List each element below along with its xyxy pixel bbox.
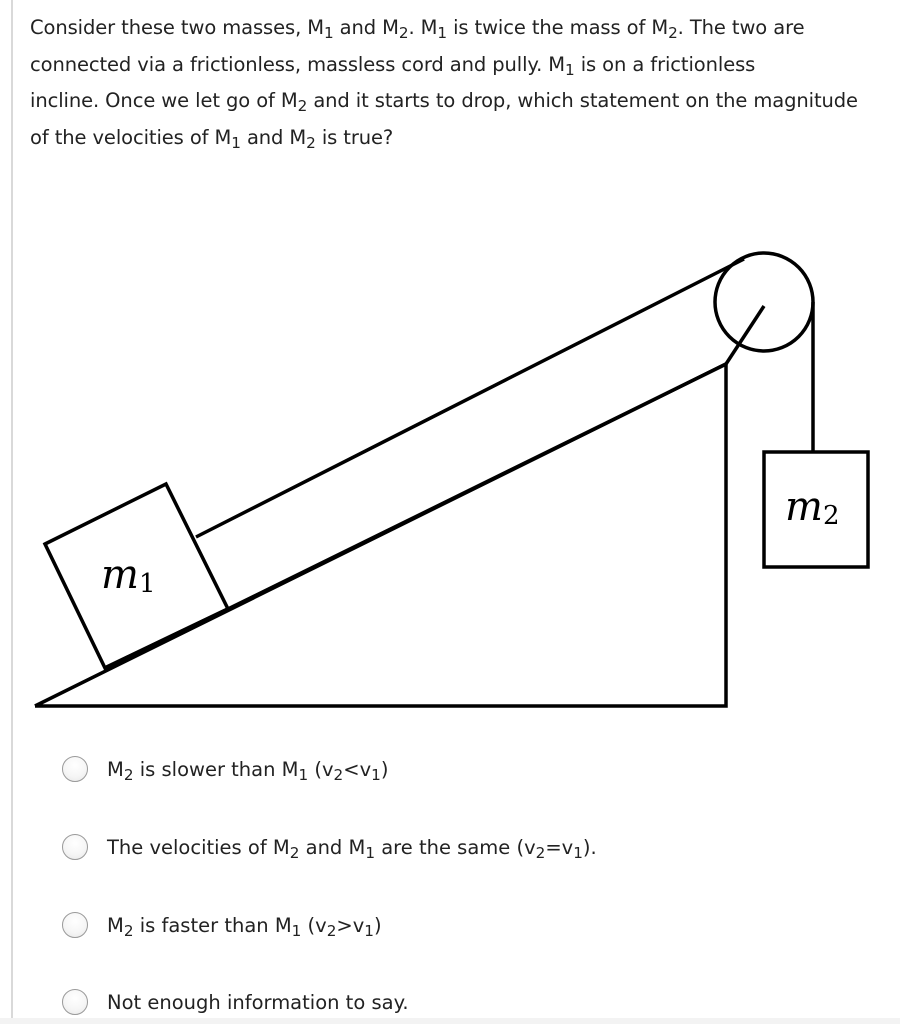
option-d-text: Not enough information to say.: [107, 990, 409, 1014]
radio-option-a[interactable]: [62, 756, 88, 782]
option-b-subscript: 2: [535, 843, 546, 862]
question-text: incline. Once we let go of M: [30, 89, 298, 112]
mass-m2-label: m2: [785, 484, 840, 531]
option-a[interactable]: [62, 753, 388, 785]
question-line: [30, 47, 890, 84]
option-d[interactable]: [62, 986, 409, 1018]
option-c-text: >v: [336, 913, 365, 937]
option-a-text: <v: [343, 757, 372, 781]
question-text: is twice the mass of M: [446, 16, 669, 39]
question-line: [30, 10, 890, 47]
option-b-subscript: 1: [365, 843, 376, 862]
option-b-subscript: 1: [573, 843, 583, 862]
option-c-subscript: 1: [364, 921, 374, 940]
question-text: is on a frictionless: [574, 52, 756, 76]
question-subscript: 2: [398, 23, 409, 42]
cord-to-pulley: [196, 259, 744, 537]
question-subscript: 2: [297, 96, 308, 115]
option-a-text: M: [107, 757, 124, 781]
question-text: and M: [333, 16, 399, 39]
option-c-text: (v: [301, 913, 327, 937]
question-text: [30, 10, 890, 156]
option-a-subscript: 2: [333, 765, 344, 784]
question-text: is true?: [315, 125, 394, 149]
option-c-subscript: 2: [123, 921, 134, 940]
question-subscript: 1: [324, 23, 334, 42]
page-bottom-edge: [0, 1018, 900, 1024]
incline-pulley-diagram: [0, 240, 900, 720]
incline-surface-line: [228, 364, 726, 609]
option-c-text: M: [107, 913, 124, 937]
question-line: [30, 83, 890, 120]
option-c-subscript: 1: [291, 921, 302, 940]
mass-m1-label: m1: [101, 552, 156, 599]
question-subscript: 1: [231, 133, 241, 152]
option-b-text: The velocities of M: [107, 835, 290, 859]
question-text: and it starts to drop, which statement on the magnitude: [307, 89, 858, 112]
question-text: of the velocities of M: [30, 125, 232, 149]
radio-option-c[interactable]: [62, 912, 88, 938]
option-c[interactable]: [62, 909, 382, 941]
option-b-subscript: 2: [289, 843, 300, 862]
option-c-label: [107, 913, 382, 940]
option-a-subscript: 1: [298, 765, 309, 784]
question-text: connected via a frictionless, massless cord and pully. M: [30, 52, 566, 76]
pulley-wheel: [715, 253, 813, 351]
question-text: . The two are: [677, 16, 805, 39]
option-c-subscript: 2: [326, 921, 337, 940]
question-line: [30, 120, 890, 157]
option-c-text: ): [373, 913, 382, 937]
option-a-text: (v: [308, 757, 334, 781]
pulley-support: [726, 306, 764, 364]
option-b-text: are the same (v: [375, 835, 536, 859]
option-d-label: [107, 991, 409, 1014]
option-b-label: [107, 835, 597, 862]
option-a-label: [107, 757, 389, 784]
option-b[interactable]: [62, 831, 597, 863]
question-text: and M: [240, 125, 307, 149]
question-subscript: 2: [668, 23, 678, 42]
option-c-text: is faster than M: [133, 913, 292, 937]
option-a-text: ): [380, 757, 389, 781]
option-a-text: is slower than M: [133, 757, 299, 781]
question-subscript: 1: [565, 60, 575, 79]
option-a-subscript: 1: [371, 765, 381, 784]
radio-option-d[interactable]: [62, 989, 88, 1015]
question-text: Consider these two masses, M: [30, 16, 324, 39]
radio-option-b[interactable]: [62, 834, 88, 860]
option-b-text: and M: [299, 835, 366, 859]
question-text: . M: [408, 16, 438, 39]
option-b-text: =v: [545, 835, 574, 859]
option-a-subscript: 2: [123, 765, 134, 784]
question-subscript: 2: [306, 133, 316, 152]
question-subscript: 1: [437, 23, 447, 42]
option-b-text: ).: [582, 835, 597, 859]
